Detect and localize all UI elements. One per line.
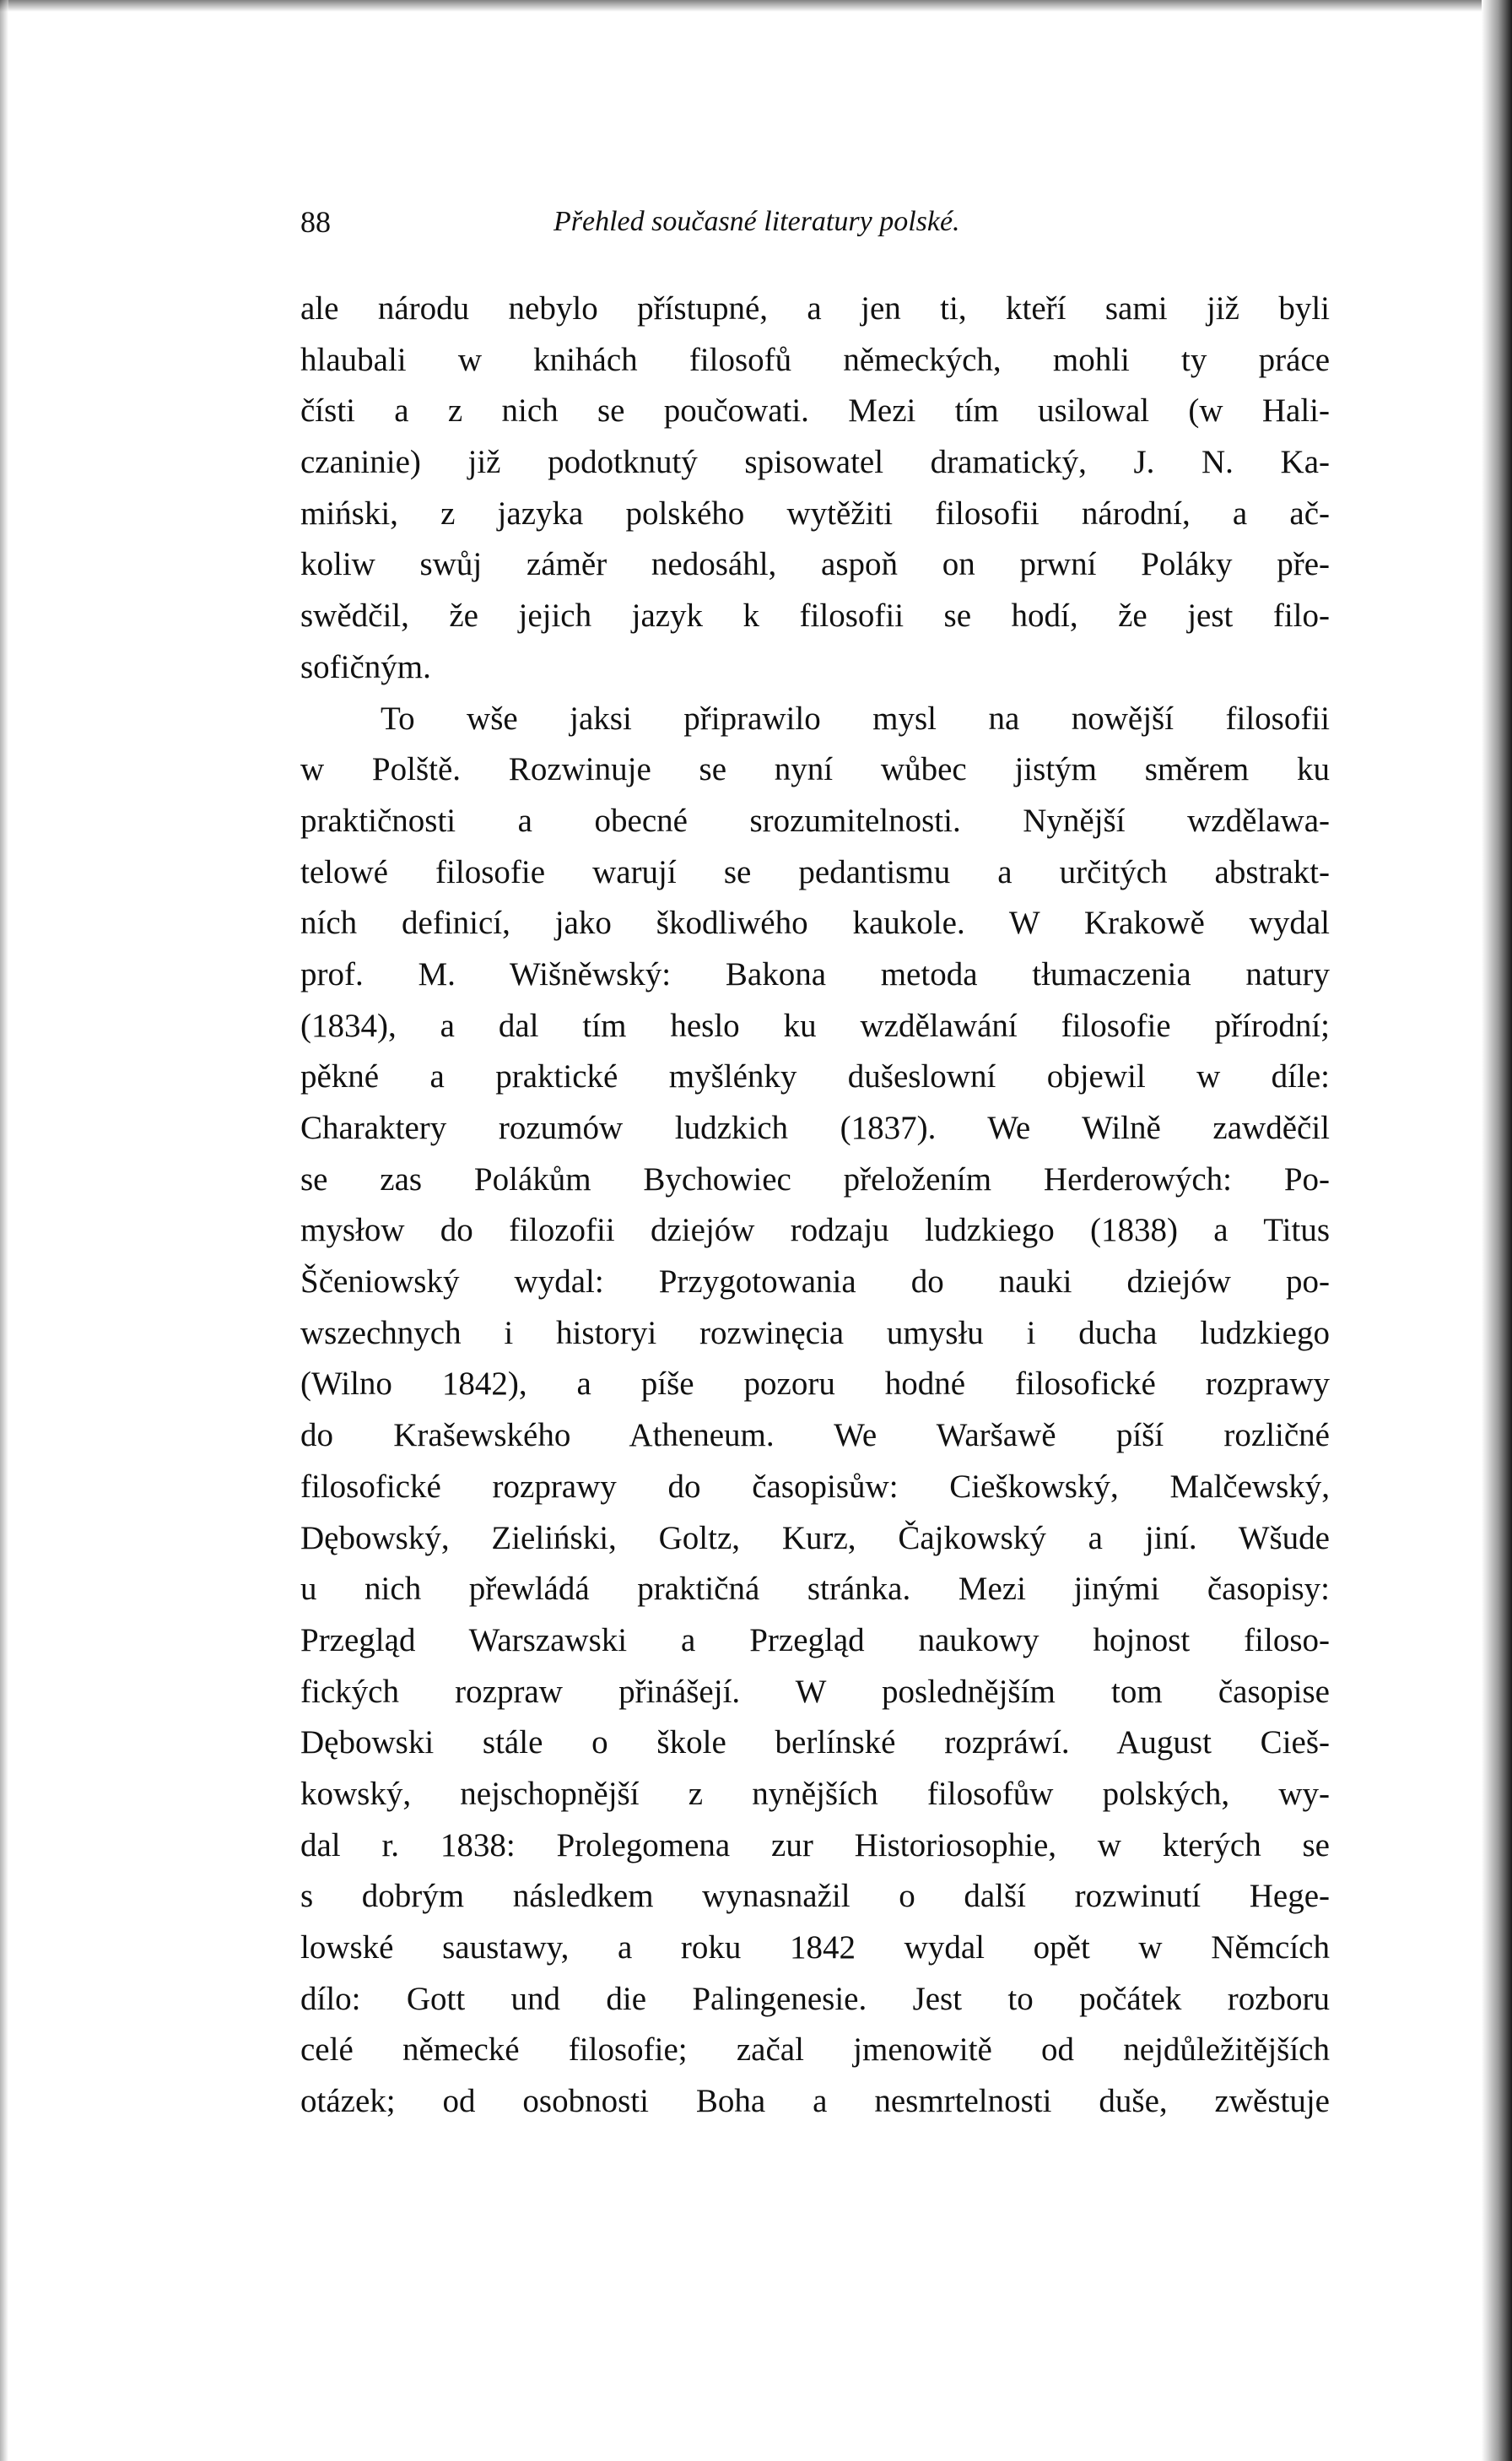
text-line: se zas Polákům Bychowiec přeložením Herderowých: Po- bbox=[300, 1160, 1330, 1198]
scan-edge-left bbox=[0, 0, 8, 2461]
text-line: kowský, nejschopnější z nynějších filosofůw polských, wy- bbox=[300, 1775, 1330, 1812]
book-page bbox=[300, 194, 1330, 2128]
text-line: koliw swůj záměr nedosáhl, aspoň on prwní Poláky pře- bbox=[300, 546, 1330, 583]
text-line: fických rozpraw přinášejí. W poslednějším tom časopise bbox=[300, 1673, 1330, 1710]
text-line: dal r. 1838: Prolegomena zur Historiosophie, w kterých se bbox=[300, 1826, 1330, 1863]
text-line: ale národu nebylo přístupné, a jen ti, kteří sami již byli bbox=[300, 290, 1330, 327]
scan-edge-top bbox=[0, 0, 1512, 12]
text-line: prof. M. Wišněwský: Bakona metoda tłumaczenia natury bbox=[300, 955, 1330, 993]
text-line: dílo: Gott und die Palingenesie. Jest to počátek rozboru bbox=[300, 1980, 1330, 2017]
page-number: 88 bbox=[300, 205, 331, 239]
text-line: u nich přewládá praktičná stránka. Mezi jinými časopisy: bbox=[300, 1571, 1330, 1608]
text-line: mysłow do filozofii dziejów rodzaju ludzkiego (1838) a Titus bbox=[300, 1212, 1330, 1249]
text-line: s dobrým následkem wynasnažil o další rozwinutí Hege- bbox=[300, 1878, 1330, 1915]
text-line: pěkné a praktické myšlénky dušeslowní objewil w díle: bbox=[300, 1058, 1330, 1095]
text-line: Ščeniowský wydal: Przygotowania do nauki dziejów po- bbox=[300, 1263, 1330, 1301]
scan-edge-right bbox=[1482, 0, 1512, 2461]
text-line: wszechnych i historyi rozwinęcia umysłu i ducha ludzkiego bbox=[300, 1314, 1330, 1351]
running-head bbox=[300, 194, 1330, 253]
text-line: ních definicí, jako škodliwého kaukole. W Krakowě wydal bbox=[300, 905, 1330, 942]
text-line: Dębowski stále o škole berlínské rozpráwí. August Cieš- bbox=[300, 1724, 1330, 1761]
body-text bbox=[300, 284, 1330, 2128]
text-line: w Polště. Rozwinuje se nyní wůbec jistým směrem ku bbox=[300, 751, 1330, 788]
text-line: (Wilno 1842), a píše pozoru hodné filosofické rozprawy bbox=[300, 1366, 1330, 1403]
text-line: celé německé filosofie; začal jmenowitě od nejdůležitějších bbox=[300, 2031, 1330, 2069]
text-line: sofičným. bbox=[300, 648, 431, 685]
text-line: do Krašewského Atheneum. We Waršawě píší rozličné bbox=[300, 1417, 1330, 1454]
text-line: hlaubali w knihách filosofů německých, mohli ty práce bbox=[300, 341, 1330, 378]
text-line: miński, z jazyka polského wytěžiti filosofii národní, a ač- bbox=[300, 495, 1330, 532]
text-line: swědčil, že jejich jazyk k filosofii se hodí, že jest filo- bbox=[300, 598, 1330, 635]
text-line: filosofické rozprawy do časopisůw: Cieškowský, Malčewský, bbox=[300, 1468, 1330, 1505]
text-line: czaninie) již podotknutý spisowatel dramatický, J. N. Ka- bbox=[300, 444, 1330, 481]
text-line: (1834), a dal tím heslo ku wzdělawání filosofie přírodní; bbox=[300, 1007, 1330, 1044]
text-line: telowé filosofie warují se pedantismu a určitých abstrakt- bbox=[300, 853, 1330, 890]
text-line: čísti a z nich se poučowati. Mezi tím usilowal (w Hali- bbox=[300, 392, 1330, 430]
text-line: Dębowský, Zieliński, Goltz, Kurz, Čajkowský a jiní. Wšude bbox=[300, 1519, 1330, 1556]
text-line: praktičnosti a obecné srozumitelnosti. Nynější wzdělawa- bbox=[300, 802, 1330, 839]
text-line: Przegląd Warszawski a Przegląd naukowy hojnost filoso- bbox=[300, 1621, 1330, 1658]
text-line: lowské saustawy, a roku 1842 wydal opět w Němcích bbox=[300, 1929, 1330, 1966]
paragraph-first-line: To wše jaksi připrawilo mysl na nowější filosofii bbox=[381, 700, 1330, 737]
text-line: Charaktery rozumów ludzkich (1837). We Wilně zawděčil bbox=[300, 1110, 1330, 1146]
running-title: Přehled současné literatury polské. bbox=[554, 206, 960, 237]
text-line: otázek; od osobnosti Boha a nesmrtelnosti duše, zwěstuje bbox=[300, 2083, 1330, 2120]
